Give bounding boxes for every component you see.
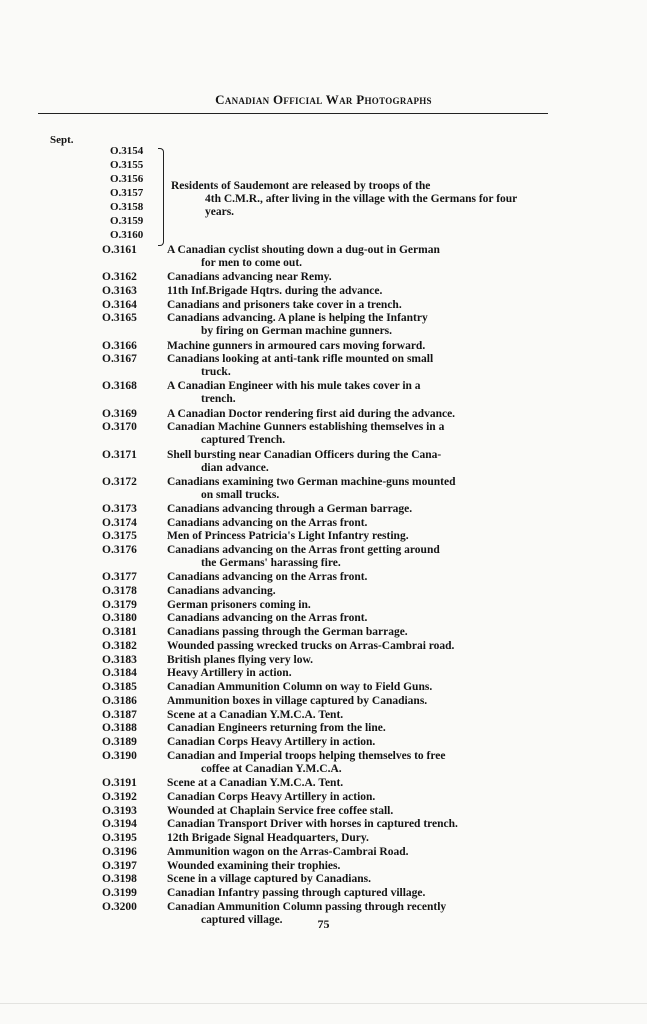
page-number: 75 xyxy=(317,917,330,931)
header-rule xyxy=(38,113,548,114)
catalog-number: O.3160 xyxy=(110,229,144,241)
entry-text: Canadians advancing near Remy. xyxy=(167,271,332,284)
entry-text: Canadians advancing. xyxy=(167,584,276,597)
entry-description xyxy=(167,449,545,475)
entry-description xyxy=(167,421,545,447)
catalog-number: O.3182 xyxy=(102,639,137,652)
catalog-number: O.3166 xyxy=(102,339,137,352)
catalog-number: O.3172 xyxy=(102,475,137,488)
catalog-number: O.3190 xyxy=(102,749,137,762)
catalog-number: O.3154 xyxy=(110,145,144,157)
page-bottom-edge xyxy=(0,1003,647,1004)
catalog-number: O.3155 xyxy=(110,159,144,171)
entry-text: Canadians advancing through a German barrage. xyxy=(167,502,413,515)
entry-description xyxy=(167,612,545,625)
entry-text: German prisoners coming in. xyxy=(167,598,311,611)
entry-description xyxy=(167,846,545,859)
catalog-number: O.3156 xyxy=(110,173,144,185)
grouped-entry xyxy=(0,146,647,248)
catalog-number: O.3174 xyxy=(102,516,137,529)
entry-text: Scene at a Canadian Y.M.C.A. Tent. xyxy=(167,708,344,721)
catalog-number: O.3186 xyxy=(102,694,137,707)
catalog-number: O.3187 xyxy=(102,708,137,721)
entry-description xyxy=(167,654,545,667)
entry-description xyxy=(167,530,545,543)
catalog-number: O.3167 xyxy=(102,353,137,366)
entry-description xyxy=(167,640,545,653)
catalog-number: O.3195 xyxy=(102,832,137,845)
catalog-number: O.3164 xyxy=(102,298,137,311)
entry-text: Canadians advancing on the Arras front. xyxy=(167,516,368,529)
catalog-number: O.3179 xyxy=(102,598,137,611)
entry-description xyxy=(167,285,545,298)
entry-text: Scene at a Canadian Y.M.C.A. Tent. xyxy=(167,777,344,790)
catalog-number: O.3184 xyxy=(102,667,137,680)
entry-text: Ammunition wagon on the Arras-Cambrai Road. xyxy=(167,845,409,858)
entry-description xyxy=(167,340,545,353)
entry-description xyxy=(167,777,545,790)
entry-description xyxy=(167,476,545,502)
catalog-number: O.3191 xyxy=(102,777,137,790)
entry-continuation: the Germans' harassing fire. xyxy=(201,557,341,569)
entry-continuation: trench. xyxy=(201,393,236,406)
entry-text: Canadian Ammunition Column passing through recently xyxy=(167,900,447,913)
catalog-number: O.3158 xyxy=(110,201,144,213)
entry-description xyxy=(167,681,545,694)
entry-text: Canadian Infantry passing through captured village. xyxy=(167,887,426,900)
entry-continuation: by firing on German machine gunners. xyxy=(201,325,393,338)
entry-text: Canadian Corps Heavy Artillery in action. xyxy=(167,790,376,803)
entry-text: A Canadian Doctor rendering first aid during the advance. xyxy=(167,407,456,420)
entry-description xyxy=(167,722,545,735)
entry-text: Heavy Artillery in action. xyxy=(167,667,292,680)
catalog-number: O.3178 xyxy=(102,584,137,597)
entry-description xyxy=(167,571,545,584)
entry-text: Canadians advancing on the Arras front. xyxy=(167,612,368,625)
entry-description xyxy=(167,736,545,749)
entry-text: A Canadian Engineer with his mule takes cover in a xyxy=(167,380,421,393)
catalog-number: O.3171 xyxy=(102,448,137,461)
entry-text: Canadian Transport Driver with horses in captured trench. xyxy=(167,818,458,831)
entry-description xyxy=(167,353,545,379)
catalog-number: O.3173 xyxy=(102,502,137,515)
entry-description xyxy=(167,271,545,284)
entry-description xyxy=(167,887,545,900)
entry-description xyxy=(167,544,545,570)
entry-text: 11th Inf.Brigade Hqtrs. during the advance. xyxy=(167,284,383,297)
catalog-number: O.3161 xyxy=(102,244,137,256)
entry-text: Canadian Corps Heavy Artillery in action. xyxy=(167,736,376,749)
grouping-brace xyxy=(158,148,164,246)
catalog-number: O.3181 xyxy=(102,626,137,639)
entry-text: Shell bursting near Canadian Officers during the Cana- xyxy=(167,448,442,461)
catalog-number: O.3175 xyxy=(102,530,137,543)
entry-text: Residents of Saudemont are released by troops of the xyxy=(171,180,431,192)
entry-text: Machine gunners in armoured cars moving forward. xyxy=(167,339,426,352)
catalog-number: O.3165 xyxy=(102,312,137,325)
entry-description xyxy=(167,599,545,612)
entry-description xyxy=(167,805,545,818)
catalog-number: O.3169 xyxy=(102,407,137,420)
entry-continuation: dian advance. xyxy=(201,461,269,474)
entry-description xyxy=(167,667,545,680)
entry-text: Wounded at Chaplain Service free coffee stall. xyxy=(167,804,394,817)
catalog-number: O.3176 xyxy=(102,544,137,556)
entry-text: Canadian and Imperial troops helping themselves to free xyxy=(167,749,446,762)
entry-text: Scene in a village captured by Canadians. xyxy=(167,873,371,886)
catalog-number: O.3162 xyxy=(102,271,137,284)
catalog-number: O.3194 xyxy=(102,818,137,831)
entry-continuation: truck. xyxy=(201,366,231,379)
catalog-number: O.3163 xyxy=(102,284,137,297)
entry-text: 12th Brigade Signal Headquarters, Dury. xyxy=(167,832,369,845)
entry-description xyxy=(167,244,545,270)
entry-text: Canadians passing through the German barrage. xyxy=(167,626,408,639)
catalog-number: O.3196 xyxy=(102,845,137,858)
entry-text: Canadians advancing on the Arras front getting around xyxy=(167,544,440,556)
entry-description xyxy=(167,380,545,406)
entry-description xyxy=(167,832,545,845)
entry-description xyxy=(167,695,545,708)
catalog-number: O.3183 xyxy=(102,653,137,666)
catalog-number: O.3157 xyxy=(110,187,144,199)
entry-description xyxy=(167,517,545,530)
entry-text: Ammunition boxes in village captured by Canadians. xyxy=(167,694,428,707)
entry-text: British planes flying very low. xyxy=(167,653,313,666)
entry-text: Canadians looking at anti-tank rifle mounted on small xyxy=(167,353,434,366)
entry-continuation: 4th C.M.R., after living in the village with the Germans for four years. xyxy=(205,193,518,218)
catalog-number: O.3168 xyxy=(102,380,137,393)
entry-text: Canadians examining two German machine-guns mounted xyxy=(167,475,456,488)
catalog-number: O.3198 xyxy=(102,873,137,886)
catalog-number: O.3199 xyxy=(102,887,137,900)
catalog-number: O.3177 xyxy=(102,571,137,584)
entry-description xyxy=(167,873,545,886)
catalog-number: O.3188 xyxy=(102,722,137,735)
entry-description xyxy=(167,750,545,776)
entry-continuation: coffee at Canadian Y.M.C.A. xyxy=(201,762,342,775)
page-header: Canadian Official War Photographs xyxy=(215,92,432,107)
entry-text: Men of Princess Patricia's Light Infantry resting. xyxy=(167,530,409,543)
entry-description xyxy=(167,626,545,639)
catalog-number: O.3200 xyxy=(102,900,137,913)
entry-text: Canadians and prisoners take cover in a trench. xyxy=(167,298,402,311)
catalog-number: O.3197 xyxy=(102,859,137,872)
catalog-number: O.3192 xyxy=(102,790,137,803)
entry-text: Wounded examining their trophies. xyxy=(167,859,341,872)
entry-continuation: on small trucks. xyxy=(201,488,280,501)
catalog-number: O.3180 xyxy=(102,612,137,625)
entry-text: Canadians advancing. A plane is helping the Infantry xyxy=(167,312,428,325)
entry-text: A Canadian cyclist shouting down a dug-out in German xyxy=(167,244,440,256)
catalog-number: O.3159 xyxy=(110,215,144,227)
entry-description xyxy=(167,312,545,338)
entry-description xyxy=(167,791,545,804)
entry-text: Canadian Ammunition Column on way to Field Guns. xyxy=(167,681,433,694)
entry-text: Canadian Engineers returning from the line. xyxy=(167,722,386,735)
entry-continuation: captured village. xyxy=(201,913,283,926)
entry-description xyxy=(167,585,545,598)
entry-text: Canadian Machine Gunners establishing themselves in a xyxy=(167,421,445,434)
entry-continuation: for men to come out. xyxy=(201,257,303,269)
entry-description xyxy=(167,408,545,421)
entry-text: Wounded passing wrecked trucks on Arras-Cambrai road. xyxy=(167,639,455,652)
entry-description xyxy=(167,818,545,831)
entry-description xyxy=(167,299,545,312)
catalog-number: O.3189 xyxy=(102,736,137,749)
catalog-number: O.3170 xyxy=(102,421,137,434)
month-label: Sept. xyxy=(50,134,74,146)
entry-description xyxy=(167,709,545,722)
entry-continuation: captured Trench. xyxy=(201,434,286,447)
entry-description xyxy=(167,503,545,516)
entry-description xyxy=(171,180,545,219)
entry-description xyxy=(167,860,545,873)
entry-text: Canadians advancing on the Arras front. xyxy=(167,571,368,584)
catalog-number: O.3185 xyxy=(102,681,137,694)
catalog-number: O.3193 xyxy=(102,804,137,817)
